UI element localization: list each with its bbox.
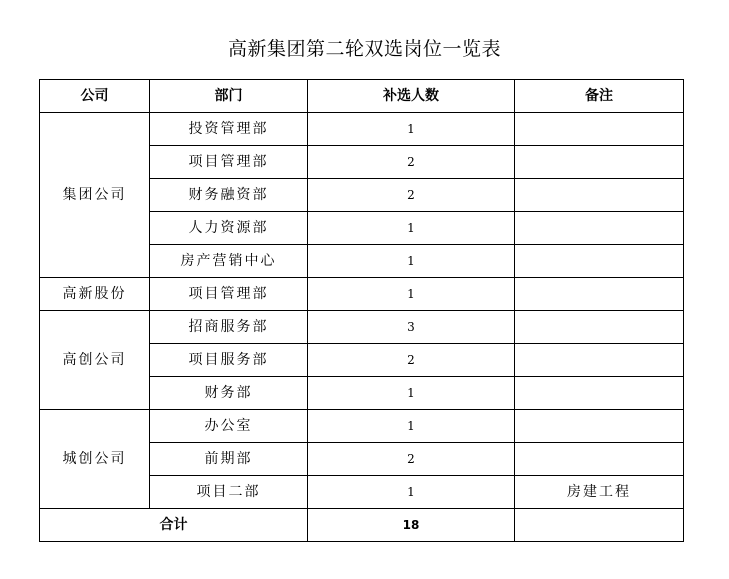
company-cell: 高新股份 <box>40 278 150 311</box>
total-remarks-cell <box>515 509 684 542</box>
header-company: 公司 <box>40 80 150 113</box>
department-cell: 财务融资部 <box>150 179 308 212</box>
department-cell: 项目管理部 <box>150 146 308 179</box>
remarks-cell <box>515 179 684 212</box>
department-cell: 项目服务部 <box>150 344 308 377</box>
count-cell: 1 <box>308 212 515 245</box>
total-row <box>40 509 684 542</box>
department-cell: 办公室 <box>150 410 308 443</box>
count-cell: 1 <box>308 278 515 311</box>
department-cell: 项目二部 <box>150 476 308 509</box>
remarks-cell <box>515 146 684 179</box>
count-cell: 1 <box>308 377 515 410</box>
count-cell: 2 <box>308 344 515 377</box>
department-cell: 前期部 <box>150 443 308 476</box>
remarks-cell: 房建工程 <box>515 476 684 509</box>
remarks-cell <box>515 377 684 410</box>
remarks-cell <box>515 443 684 476</box>
remarks-cell <box>515 344 684 377</box>
header-count: 补选人数 <box>308 80 515 113</box>
remarks-cell <box>515 212 684 245</box>
count-cell: 1 <box>308 113 515 146</box>
department-cell: 人力资源部 <box>150 212 308 245</box>
count-cell: 2 <box>308 179 515 212</box>
table-row <box>40 410 684 443</box>
count-cell: 1 <box>308 245 515 278</box>
header-row <box>40 80 684 113</box>
company-cell: 城创公司 <box>40 410 150 509</box>
department-cell: 投资管理部 <box>150 113 308 146</box>
table-row <box>40 278 684 311</box>
count-cell: 2 <box>308 443 515 476</box>
department-cell: 招商服务部 <box>150 311 308 344</box>
page-title: 高新集团第二轮双选岗位一览表 <box>227 38 501 60</box>
department-cell: 项目管理部 <box>150 278 308 311</box>
count-cell: 1 <box>308 410 515 443</box>
remarks-cell <box>515 245 684 278</box>
table-row <box>40 113 684 146</box>
company-cell: 高创公司 <box>40 311 150 410</box>
total-value: 18 <box>308 509 515 542</box>
count-cell: 2 <box>308 146 515 179</box>
header-department: 部门 <box>150 80 308 113</box>
department-cell: 财务部 <box>150 377 308 410</box>
remarks-cell <box>515 113 684 146</box>
count-cell: 3 <box>308 311 515 344</box>
remarks-cell <box>515 311 684 344</box>
department-cell: 房产营销中心 <box>150 245 308 278</box>
remarks-cell <box>515 410 684 443</box>
count-cell: 1 <box>308 476 515 509</box>
table-row <box>40 311 684 344</box>
total-label: 合计 <box>40 509 308 542</box>
remarks-cell <box>515 278 684 311</box>
header-remarks: 备注 <box>515 80 684 113</box>
positions-table <box>39 79 684 542</box>
company-cell: 集团公司 <box>40 113 150 278</box>
